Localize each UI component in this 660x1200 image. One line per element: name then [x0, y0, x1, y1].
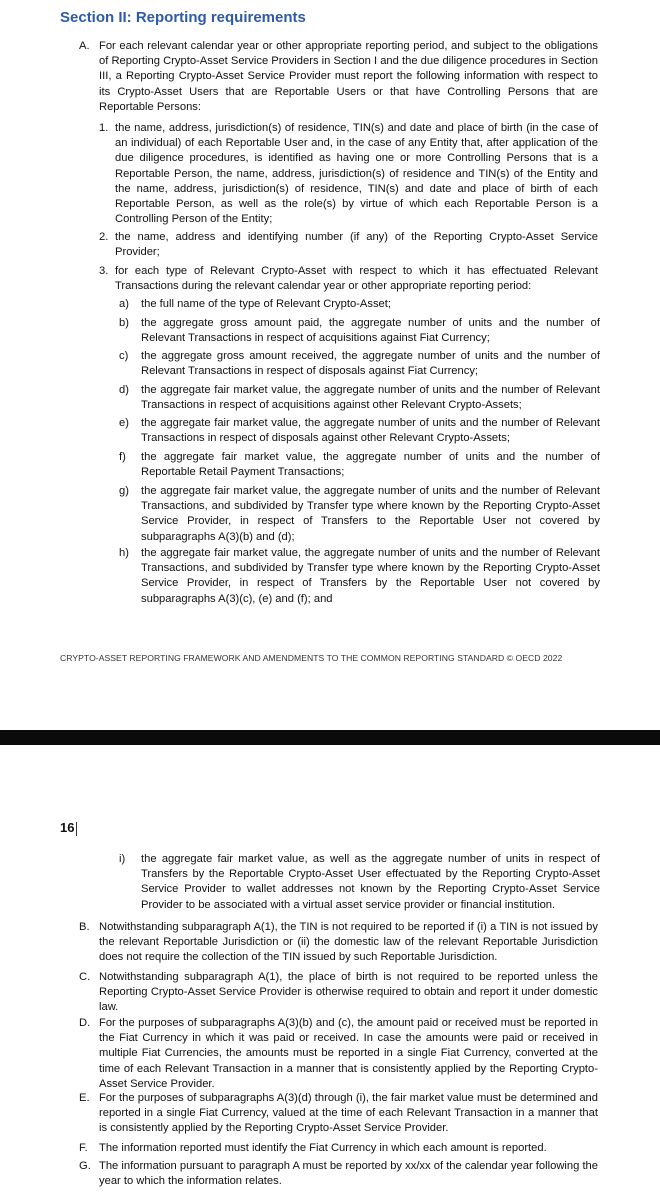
subparagraph-3g-text: the aggregate fair market value, the aggregate number of units and the number of Relevant Transactions, and subdivided by Transfer type where known by the Reporting Crypto-Asset Service Provider, in respect of Transfers to the Reportable User not covered by subparagraphs A(3)(b) and (d); — [141, 485, 600, 543]
subparagraph-3i-label: i) — [119, 853, 126, 865]
subparagraph-1-text: the name, address, jurisdiction(s) of residence, TIN(s) and date and place of birth (in the case of an individual) of each Reportable User and, in the case of any Entity that, after application of the due diligence procedures, is identified as having one or more Controlling Persons that is a Reportable Person, the name, address, jurisdiction(s) of residence and TIN(s) of the Entity and the name, address, jurisdiction(s) of residence, TIN(s) and date and place of birth of each Reportable Person, as well as the role(s) by virtue of which each Reportable Person is a Controlling Person of the Entity; — [115, 122, 598, 226]
paragraph-d-label: D. — [79, 1017, 91, 1029]
paragraph-g-text: The information pursuant to paragraph A must be reported by xx/xx of the calendar year following the year to which the information relates. — [99, 1160, 598, 1188]
subparagraph-3c — [119, 349, 600, 379]
paragraph-c — [79, 970, 598, 1016]
subparagraph-3c-label: c) — [119, 350, 129, 362]
subparagraph-3h-label: h) — [119, 547, 129, 559]
paragraph-a-text: For each relevant calendar year or other appropriate reporting period, and subject to the obligations of Reporting Crypto-Asset Service Providers in Section I and the due diligence procedures in Section III, a Reporting Crypto-Asset Service Provider must report the following information with respect to its Crypto-Asset Users that are Reportable Users or that have Controlling Persons that are Reportable Persons: — [99, 40, 598, 113]
subparagraph-3b-label: b) — [119, 317, 129, 329]
subparagraph-3f-text: the aggregate fair market value, the aggregate number of units and the number of Reportable Retail Payment Transactions; — [141, 451, 600, 479]
page-break-band — [0, 730, 660, 745]
subparagraph-3h — [119, 546, 600, 607]
document-page-lower — [0, 745, 660, 1200]
paragraph-e-label: E. — [79, 1092, 90, 1104]
subparagraph-3h-text: the aggregate fair market value, the aggregate number of units and the number of Relevant Transactions, and subdivided by Transfer type where known by the Reporting Crypto-Asset Service Provider, in respect of Transfers by the Reportable User not covered by subparagraphs A(3)(c), (e) and (f); and — [141, 547, 600, 605]
paragraph-f-label: F. — [79, 1142, 88, 1154]
subparagraph-3a — [119, 297, 600, 312]
page-footer: CRYPTO-ASSET REPORTING FRAMEWORK AND AMENDMENTS TO THE COMMON REPORTING STANDARD © OECD 2022 — [60, 653, 563, 663]
subparagraph-3a-text: the full name of the type of Relevant Crypto-Asset; — [141, 298, 391, 310]
subparagraph-3b-text: the aggregate gross amount paid, the aggregate number of units and the number of Relevant Transactions in respect of acquisitions against Fiat Currency; — [141, 317, 600, 345]
subparagraph-3i-text: the aggregate fair market value, as well as the aggregate number of units in respect of Transfers by the Reportable Crypto-Asset User effectuated by the Reporting Crypto-Asset Service Provider to wallet addresses not known by the Reporting Crypto-Asset Service Provider to be associated with a virtual asset service provider or financial institution. — [141, 853, 600, 911]
subparagraph-1 — [99, 121, 598, 227]
paragraph-b-text: Notwithstanding subparagraph A(1), the TIN is not required to be reported if (i) a TIN is not issued by the relevant Reportable Jurisdiction or (ii) the domestic law of the relevant Reportable Jurisdiction does not require the collection of the TIN issued by such Reportable Jurisdiction. — [99, 921, 598, 964]
paragraph-d — [79, 1016, 598, 1092]
paragraph-c-label: C. — [79, 971, 91, 983]
paragraph-b-label: B. — [79, 921, 90, 933]
subparagraph-2-text: the name, address and identifying number (if any) of the Reporting Crypto-Asset Service Provider; — [115, 231, 598, 259]
paragraph-a-label: A. — [79, 40, 90, 52]
paragraph-d-text: For the purposes of subparagraphs A(3)(b) and (c), the amount paid or received must be reported in the Fiat Currency in which it was paid or received. In case the amounts were paid or received in multiple Fiat Currencies, the amounts must be reported in a single Fiat Currency, converted at the time of each Relevant Transaction in a manner that is consistently applied by the Reporting Crypto-Asset Service Provider. — [99, 1017, 598, 1090]
subparagraph-3-text: for each type of Relevant Crypto-Asset with respect to which it has effectuated Relevant Transactions during the relevant calendar year or other appropriate reporting period: — [115, 265, 598, 293]
subparagraph-3e-text: the aggregate fair market value, the aggregate number of units and the number of Relevant Transactions in respect of disposals against other Relevant Crypto-Assets; — [141, 417, 600, 445]
subparagraph-3-label: 3. — [99, 265, 109, 277]
section-title: Section II: Reporting requirements — [60, 9, 306, 26]
subparagraph-3f — [119, 450, 600, 480]
paragraph-e — [79, 1091, 598, 1137]
subparagraph-3 — [99, 264, 598, 294]
subparagraph-2 — [99, 230, 598, 260]
subparagraph-3d — [119, 383, 600, 413]
subparagraph-3e-label: e) — [119, 417, 129, 429]
paragraph-g — [79, 1159, 598, 1189]
subparagraph-3g — [119, 484, 600, 545]
subparagraph-3d-label: d) — [119, 384, 129, 396]
paragraph-f — [79, 1141, 598, 1156]
subparagraph-3d-text: the aggregate fair market value, the aggregate number of units and the number of Relevant Transactions in respect of acquisitions against other Relevant Crypto-Assets; — [141, 384, 600, 412]
subparagraph-3c-text: the aggregate gross amount received, the aggregate number of units and the number of Relevant Transactions in respect of disposals against Fiat Currency; — [141, 350, 600, 378]
subparagraph-3i — [119, 852, 600, 913]
subparagraph-2-label: 2. — [99, 231, 109, 243]
paragraph-a — [79, 39, 598, 115]
paragraph-e-text: For the purposes of subparagraphs A(3)(d) through (i), the fair market value must be determined and reported in a single Fiat Currency, valued at the time of each Relevant Transaction in a manner that is consistently applied by the Reporting Crypto-Asset Service Provider. — [99, 1092, 598, 1135]
paragraph-f-text: The information reported must identify the Fiat Currency in which each amount is reported. — [99, 1142, 547, 1154]
subparagraph-1-label: 1. — [99, 122, 109, 134]
subparagraph-3g-label: g) — [119, 485, 129, 497]
page-number: 16 — [60, 820, 75, 835]
paragraph-b — [79, 920, 598, 966]
subparagraph-3f-label: f) — [119, 451, 126, 463]
subparagraph-3e — [119, 416, 600, 446]
subparagraph-3b — [119, 316, 600, 346]
paragraph-g-label: G. — [79, 1160, 91, 1172]
page-number-divider — [76, 822, 77, 836]
paragraph-c-text: Notwithstanding subparagraph A(1), the place of birth is not required to be reported unless the Reporting Crypto-Asset Service Provider is otherwise required to obtain and report it under domestic law. — [99, 971, 598, 1014]
subparagraph-3a-label: a) — [119, 298, 129, 310]
